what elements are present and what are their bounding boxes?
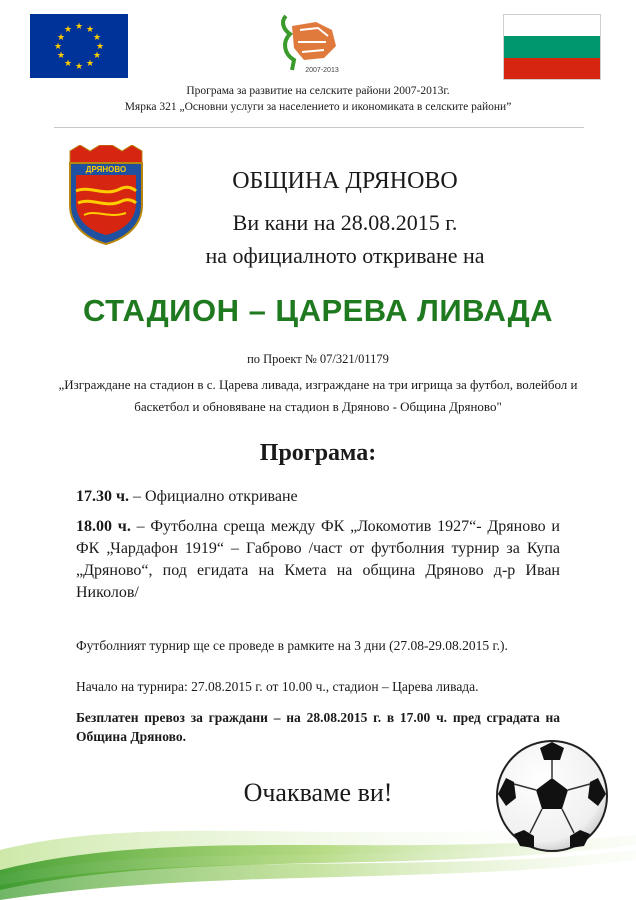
eu-flag-icon <box>30 14 128 78</box>
program-title: Програма: <box>259 440 377 466</box>
bulgarian-flag-icon <box>503 14 601 80</box>
free-transport-note: Безплатен превоз за граждани – на 28.08.2015 г. в 17.00 ч. пред сградата на Община Дряново. <box>76 710 560 744</box>
svg-text:★: ★ <box>85 59 95 69</box>
svg-text:★: ★ <box>56 51 66 61</box>
crest-label: ДРЯНОВО <box>85 165 127 174</box>
program-item-time: 17.30 ч. <box>76 488 130 505</box>
svg-text:★: ★ <box>95 42 105 52</box>
svg-text:★: ★ <box>63 59 73 69</box>
closing-line: Очакваме ви! <box>243 778 393 807</box>
svg-text:★: ★ <box>56 33 66 43</box>
event-title: СТАДИОН – ЦАРЕВА ЛИВАДА <box>82 293 554 328</box>
tournament-note: Футболният турнир ще се проведе в рамките на 3 дни (27.08-29.08.2015 г.). <box>76 638 508 653</box>
header-divider <box>54 127 584 128</box>
svg-text:★: ★ <box>74 62 84 72</box>
football-icon <box>494 738 610 854</box>
tournament-start: Начало на турнира: 27.08.2015 г. от 10.00 ч., стадион – Царева ливада. <box>76 679 479 694</box>
program-item-text: – Футболна среща между ФК „Локомотив 1927“- Дряново и ФК „Чардафон 1919“ – Габрово /част от футболния турнир за Купа „Дряново“, под егидата на Кмета на община Дряново д-р Иван Николов/ <box>76 518 560 601</box>
svg-text:★: ★ <box>63 25 73 35</box>
program-item-text: – Официално откриване <box>129 488 298 505</box>
svg-text:★: ★ <box>85 25 95 35</box>
opening-line: на официалното откриване на <box>205 243 485 268</box>
svg-text:★: ★ <box>53 42 63 52</box>
svg-text:★: ★ <box>92 33 102 43</box>
project-reference: по Проект № 07/321/01179 <box>247 352 389 366</box>
program-line: Програма за развитие на селските райони 2007-2013г. <box>186 85 450 97</box>
program-logo-years: 2007-2013 <box>305 67 339 74</box>
project-name: „Изграждане на стадион в с. Царева ливада, изграждане на три игрища за футбол, волейбол и баскетбол и обновяване на стадион в Дряново - Община Дряново" <box>58 377 578 414</box>
program-item-time: 18.00 ч. <box>76 518 131 535</box>
svg-text:★: ★ <box>74 22 84 32</box>
svg-text:★: ★ <box>92 51 102 61</box>
invite-line: Ви кани на 28.08.2015 г. <box>232 210 458 235</box>
municipality-name: ОБЩИНА ДРЯНОВО <box>232 168 458 194</box>
program-item <box>76 516 560 604</box>
measure-line: Мярка 321 „Основни услуги за населението и икономиката в селските райони” <box>124 101 512 113</box>
program-item <box>76 486 560 508</box>
rural-development-logo-icon <box>266 8 356 76</box>
